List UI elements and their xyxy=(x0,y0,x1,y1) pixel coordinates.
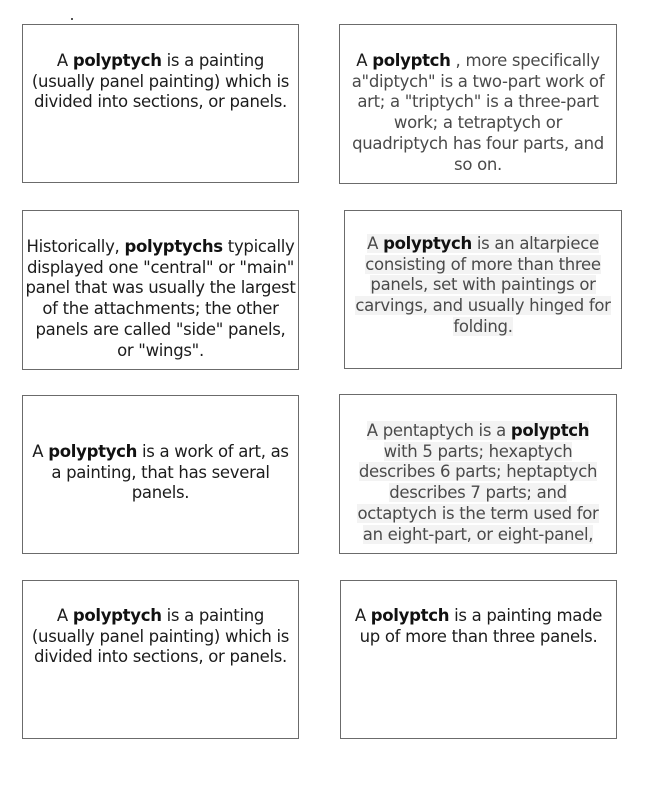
card-text: A polyptych is a painting (usually panel painting) which is divided into sections, or panels. xyxy=(31,51,290,112)
card-text: A pentaptych is a polyptch with 5 parts; hexaptych describes 6 parts; heptaptych describes 7 parts; and octaptych is the term used for an eight-part, or eight-panel, xyxy=(357,421,599,544)
card-text: A polyptch is a painting made up of more than three panels. xyxy=(354,606,603,646)
definition-card xyxy=(22,395,299,554)
definition-card xyxy=(339,394,617,554)
card-text: A polyptych is a painting (usually panel painting) which is divided into sections, or panels. xyxy=(31,606,290,667)
definition-card xyxy=(344,210,622,369)
card-text: A polyptych is an altarpiece consisting of more than three panels, set with paintings or carvings, and usually hinged for folding. xyxy=(355,234,611,336)
definition-card xyxy=(22,210,299,370)
card-text: A polyptch , more specifically a"diptych" is a two-part work of art; a "triptych" is a three-part work; a tetraptych or quadriptych has four parts, and so on. xyxy=(351,51,605,174)
definition-card xyxy=(22,24,299,183)
definition-card xyxy=(340,580,617,739)
stray-mark xyxy=(71,18,73,20)
card-text: Historically, polyptychs typically displayed one "central" or "main" panel that was usually the largest of the attachments; the other panels are called "side" panels, or "wings". xyxy=(25,237,296,360)
definition-card xyxy=(22,580,299,739)
card-text: A polyptych is a work of art, as a painting, that has several panels. xyxy=(32,442,289,503)
definition-card xyxy=(339,24,617,184)
